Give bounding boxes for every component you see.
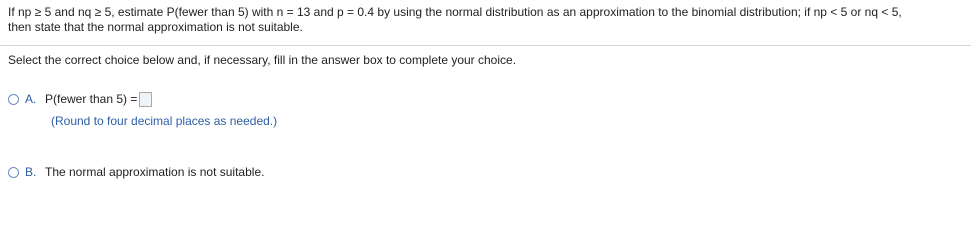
choice-a[interactable] [8, 92, 152, 107]
choice-a-label: P(fewer than 5) = [45, 92, 138, 106]
section-divider [0, 45, 971, 46]
answer-input-box[interactable] [139, 92, 152, 107]
choice-b-letter: B. [25, 165, 37, 179]
question-text [8, 5, 963, 35]
rounding-hint: (Round to four decimal places as needed.) [51, 114, 278, 128]
choice-a-radio[interactable] [8, 94, 19, 105]
choice-b[interactable] [8, 165, 264, 180]
choice-b-radio[interactable] [8, 167, 19, 178]
choice-a-letter: A. [25, 92, 37, 106]
choice-b-label: The normal approximation is not suitable. [45, 165, 265, 179]
question-line-2: then state that the normal approximation is not suitable. [8, 20, 303, 34]
question-line-1: If np ≥ 5 and nq ≥ 5, estimate P(fewer than 5) with n = 13 and p = 0.4 by using the normal distribution as an approximation to the binomial distribution; if np < 5 or nq < 5, [8, 5, 902, 19]
instruction-text: Select the correct choice below and, if necessary, fill in the answer box to complete your choice. [8, 53, 517, 67]
